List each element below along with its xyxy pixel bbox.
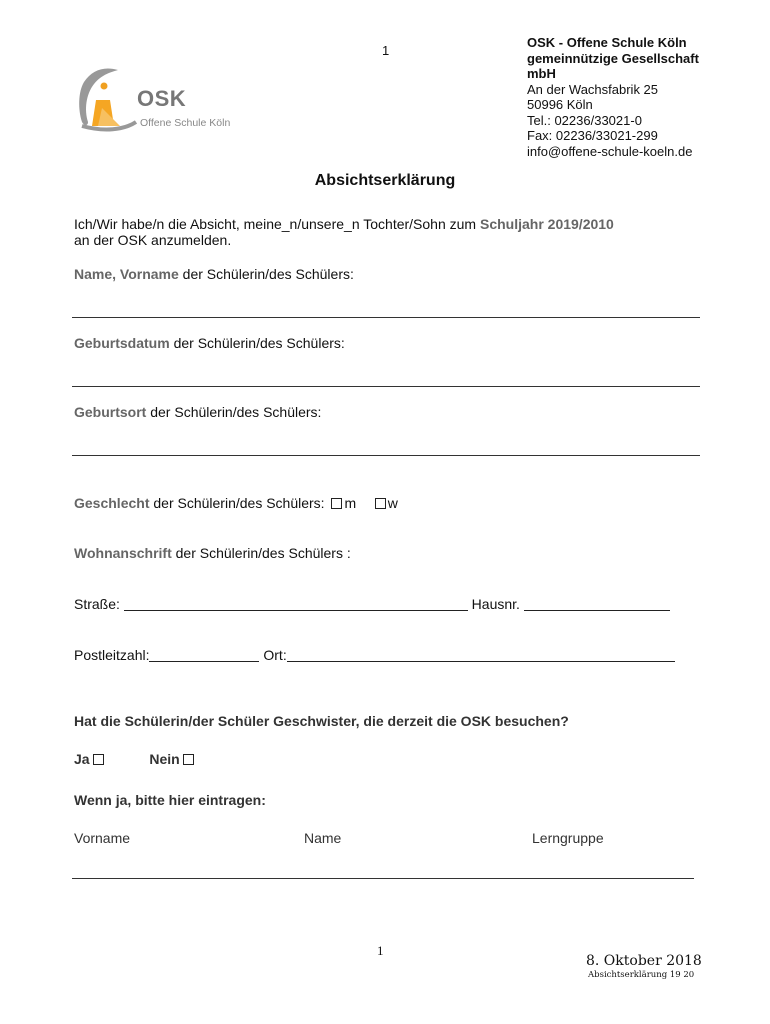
address-label-bold: Wohnanschrift [74,545,172,561]
postal-row [74,647,675,663]
org-name-line: gemeinnützige Gesellschaft [527,50,699,66]
address-label [74,545,351,561]
gender-m-label: m [344,495,357,511]
birthdate-label-bold: Geburtsdatum [74,335,170,351]
siblings-answer-row [74,751,196,767]
birthdate-label-rest: der Schülerin/des Schülers: [169,335,345,351]
gender-m-checkbox[interactable] [331,498,342,509]
intro-line2: an der OSK anzumelden. [74,232,232,248]
postal-code-input[interactable] [149,647,259,662]
gender-label-rest: der Schülerin/des Schülers: [149,495,329,511]
org-city: 50996 Köln [527,97,593,112]
intro-sentence: Ich/Wir habe/n die Absicht, meine_n/unsere_n Tochter/Sohn zum [74,216,480,232]
no-label: Nein [149,751,180,767]
name-label-bold: Name, Vorname [74,266,179,282]
siblings-entry-line[interactable] [72,878,694,879]
name-label [74,266,354,282]
street-label: Straße: [74,596,124,612]
intro-text [74,216,714,248]
footer-document-label: Absichtserklärung 19 20 [588,970,695,980]
street-row [74,596,670,612]
siblings-instruction: Wenn ja, bitte hier eintragen: [74,792,266,808]
gender-label-bold: Geschlecht [74,495,150,511]
yes-label: Ja [74,751,90,767]
postal-code-label: Postleitzahl: [74,647,150,663]
school-year-highlight: Schuljahr 2019/2010 [479,216,614,232]
org-fax: Fax: 02236/33021-299 [527,128,658,143]
house-number-input[interactable] [524,596,670,611]
birthplace-label-rest: der Schülerin/des Schülers: [146,404,322,420]
org-email: info@offene-schule-koeln.de [527,143,693,159]
yes-checkbox[interactable] [93,754,104,765]
street-input[interactable] [124,596,468,611]
logo-subtitle: Offene Schule Köln [140,117,231,129]
city-input[interactable] [287,647,675,662]
name-label-rest: der Schülerin/des Schülers: [178,266,354,282]
document-title: Absichtserklärung [314,172,456,189]
gender-w-checkbox[interactable] [375,498,386,509]
column-header-name: Name [304,830,342,846]
birthdate-label [74,335,345,351]
org-name-line: mbH [527,66,556,81]
org-street: An der Wachsfabrik 25 [527,81,659,97]
birthdate-field-line[interactable] [72,386,700,387]
city-label: Ort: [259,647,287,663]
org-name-line: OSK - Offene Schule Köln [527,35,687,50]
siblings-question: Hat die Schülerin/der Schüler Geschwister, die derzeit die OSK besuchen? [74,713,569,729]
house-number-label: Hausnr. [467,596,524,612]
address-label-rest: der Schülerin/des Schülers : [171,545,351,561]
birthplace-label [74,404,321,420]
birthplace-field-line[interactable] [72,455,700,456]
footer-date: 8. Oktober 2018 [586,953,702,969]
gender-w-label: w [387,495,398,511]
footer-page-number: 1 [377,943,384,958]
header-page-number: 1 [382,43,390,58]
org-phone: Tel.: 02236/33021-0 [527,112,642,128]
column-header-vorname: Vorname [74,830,131,846]
column-header-lerngruppe: Lerngruppe [532,830,604,846]
no-checkbox[interactable] [183,754,194,765]
name-field-line[interactable] [72,317,700,318]
gender-row [74,495,398,511]
organization-address [527,35,699,159]
birthplace-label-bold: Geburtsort [74,404,147,420]
logo-wordmark: OSK [137,86,187,111]
